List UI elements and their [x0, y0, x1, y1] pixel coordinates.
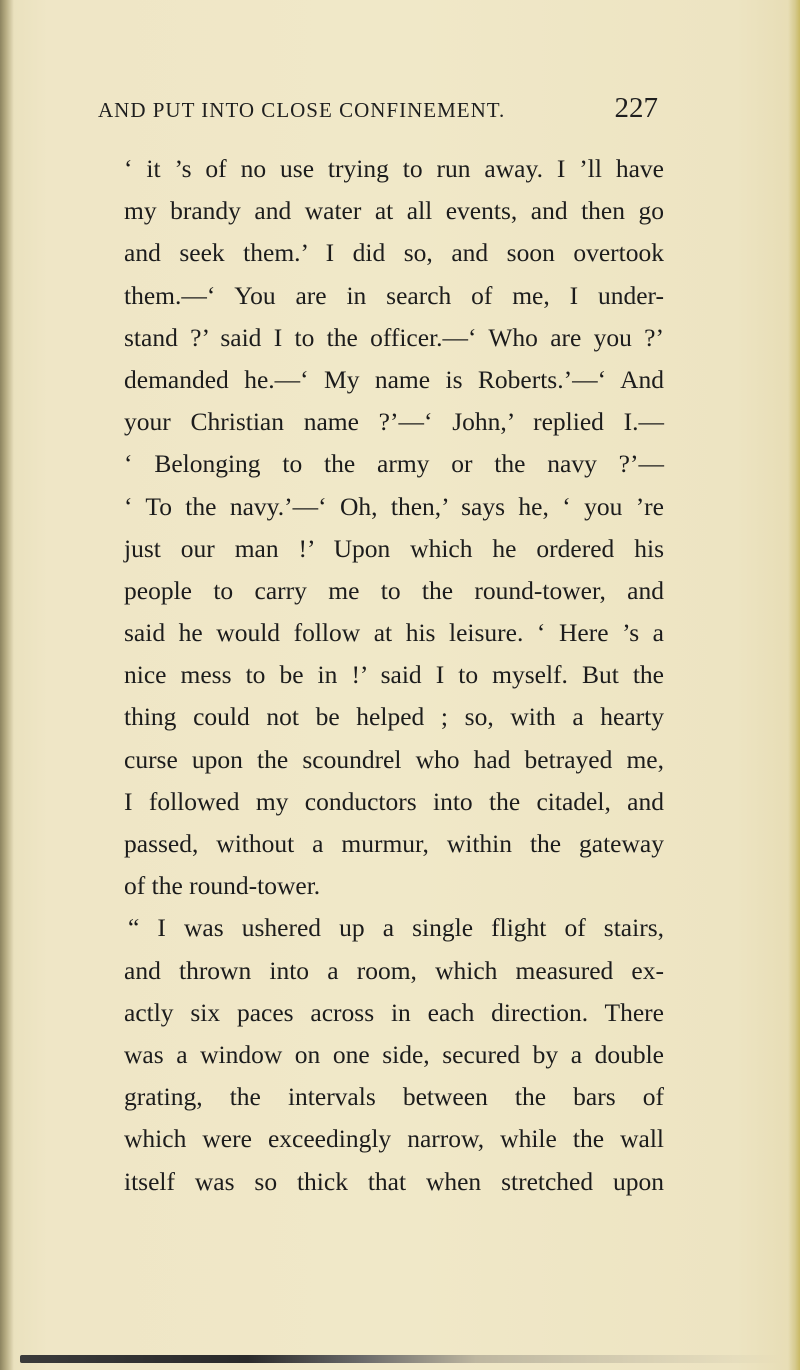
- text-line: “ I was ushered up a single flight of stairs,: [128, 913, 664, 943]
- binding-gutter-shadow: [0, 0, 14, 1370]
- running-head: AND PUT INTO CLOSE CONFINEMENT.: [98, 98, 506, 122]
- text-line: of the round-tower.: [124, 871, 321, 901]
- bottom-page-edge: [20, 1355, 780, 1363]
- text-line: people to carry me to the round-tower, and: [124, 575, 664, 605]
- text-line: said he would follow at his leisure. ‘ Here ’s a: [124, 618, 664, 648]
- text-line: ‘ it ’s of no use trying to run away. I ’ll have: [124, 154, 664, 183]
- text-line: I followed my conductors into the citadel, and: [124, 786, 664, 816]
- page-right-edge: [788, 0, 800, 1370]
- text-line: passed, without a murmur, within the gateway: [124, 829, 664, 858]
- text-line: stand ?’ said I to the officer.—‘ Who are you ?’: [124, 322, 664, 352]
- text-line: grating, the intervals between the bars of: [124, 1082, 664, 1112]
- text-line: demanded he.—‘ My name is Roberts.’—‘ And: [124, 364, 664, 394]
- text-line: ‘ To the navy.’—‘ Oh, then,’ says he, ‘ you ’re: [124, 491, 664, 521]
- text-line: ‘ Belonging to the army or the navy ?’—: [124, 449, 664, 479]
- text-line: them.—‘ You are in search of me, I under-: [124, 280, 664, 310]
- text-line: itself was so thick that when stretched upon: [124, 1166, 664, 1196]
- body-text: [124, 148, 664, 1203]
- text-line: curse upon the scoundrel who had betrayed me,: [124, 744, 664, 774]
- text-line: just our man !’ Upon which he ordered his: [124, 533, 664, 563]
- text-line: was a window on one side, secured by a double: [124, 1039, 664, 1069]
- text-line: my brandy and water at all events, and then go: [124, 196, 664, 226]
- text-line: actly six paces across in each direction. There: [124, 997, 664, 1027]
- text-line: your Christian name ?’—‘ John,’ replied I.—: [124, 407, 664, 437]
- text-line: which were exceedingly narrow, while the wall: [124, 1124, 664, 1154]
- page-number: 227: [614, 92, 658, 124]
- text-line: thing could not be helped ; so, with a hearty: [124, 702, 664, 732]
- text-line: and seek them.’ I did so, and soon overtook: [124, 238, 664, 268]
- page-header: [98, 92, 658, 128]
- text-line: nice mess to be in !’ said I to myself. But the: [124, 660, 664, 690]
- text-line: and thrown into a room, which measured ex-: [124, 955, 664, 985]
